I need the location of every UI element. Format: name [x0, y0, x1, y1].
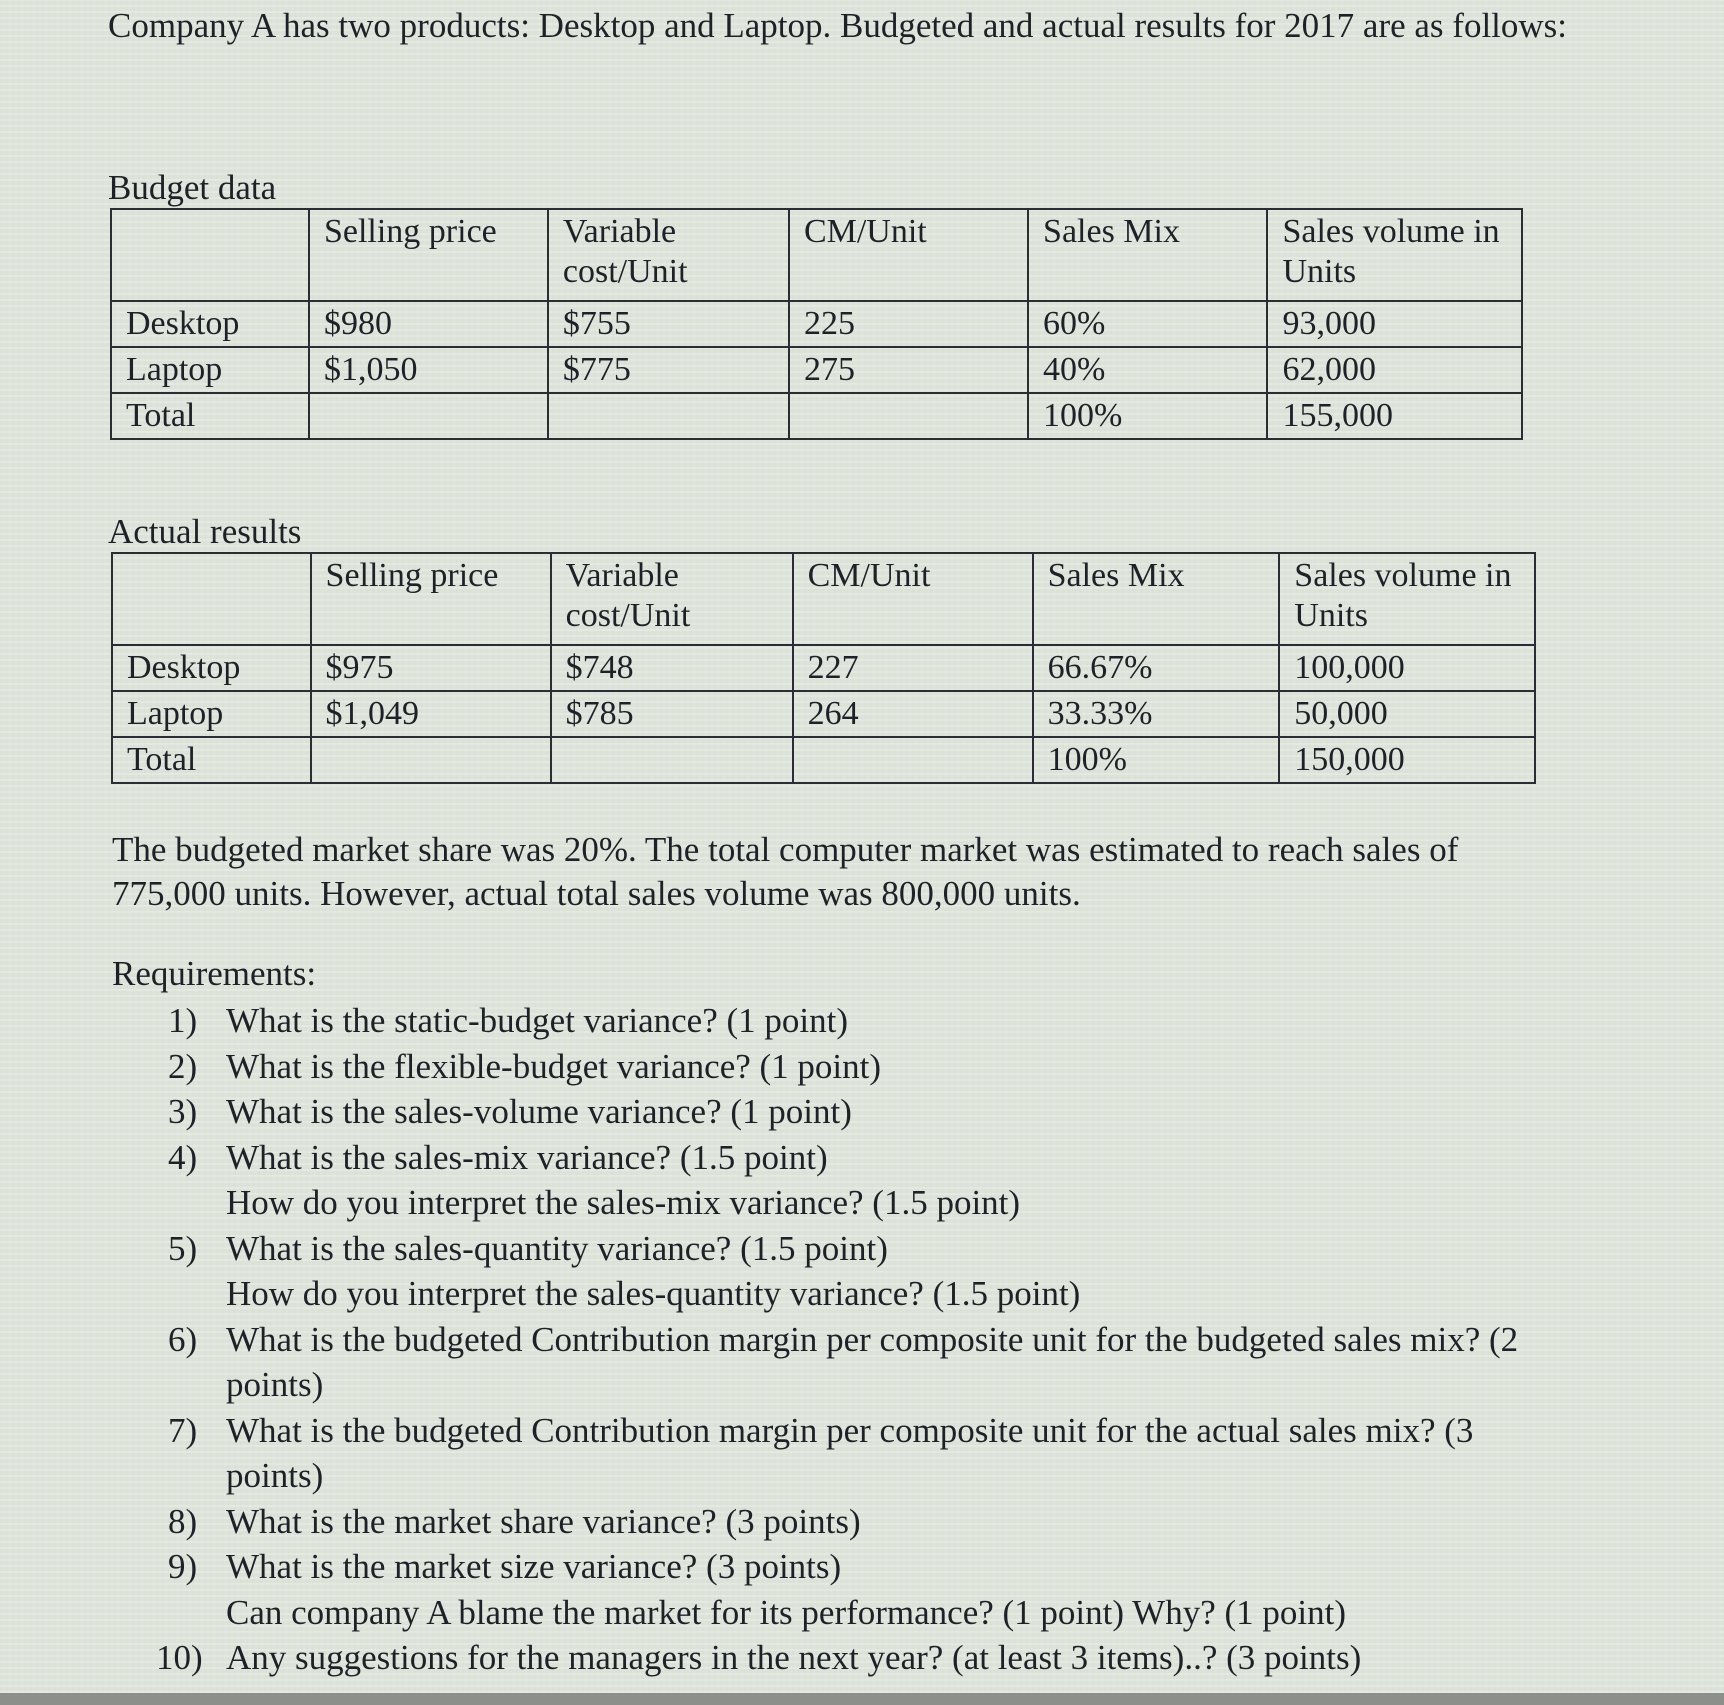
table-cell: Total — [111, 393, 309, 439]
item-number: 9) — [168, 1547, 198, 1586]
table-cell: Laptop — [111, 347, 309, 393]
table-cell: 100,000 — [1279, 645, 1535, 691]
requirement-item — [168, 1226, 1568, 1317]
requirement-item — [156, 1635, 1568, 1681]
table-row — [111, 301, 1522, 347]
table-cell: 93,000 — [1267, 301, 1522, 347]
column-header — [112, 553, 311, 645]
table-cell: $755 — [548, 301, 789, 347]
column-header: Variable cost/Unit — [548, 209, 789, 301]
table-cell — [793, 737, 1033, 783]
table-cell — [311, 737, 551, 783]
requirements-list — [156, 998, 1568, 1681]
budget-title: Budget data — [108, 168, 277, 207]
table-cell: 100% — [1028, 393, 1267, 439]
table-cell: Laptop — [112, 691, 311, 737]
actual-title: Actual results — [108, 512, 302, 551]
requirement-item — [168, 1089, 1568, 1135]
column-header: Sales volume in Units — [1267, 209, 1522, 301]
column-header: CM/Unit — [793, 553, 1033, 645]
item-text: What is the static-budget variance? (1 point) — [226, 1001, 848, 1040]
item-number: 10) — [156, 1638, 203, 1677]
item-text: Any suggestions for the managers in the next year? (at least 3 items)..? (3 points) — [226, 1638, 1362, 1677]
requirements-title: Requirements: — [112, 954, 317, 993]
intro-text: Company A has two products: Desktop and Laptop. Budgeted and actual results for 2017 are as follows: — [108, 6, 1568, 45]
table-cell: 33.33% — [1033, 691, 1280, 737]
table-cell: $748 — [551, 645, 793, 691]
table-cell: Desktop — [112, 645, 311, 691]
item-text: What is the budgeted Contribution margin per composite unit for the actual sales mix? (3 points) — [226, 1410, 1474, 1495]
requirement-item — [168, 1317, 1568, 1408]
table-row — [111, 347, 1522, 393]
table-cell — [309, 393, 548, 439]
requirement-item — [168, 1499, 1568, 1545]
item-number: 7) — [168, 1410, 198, 1450]
requirement-item — [168, 1408, 1568, 1499]
item-text: What is the sales-mix variance? (1.5 point) — [226, 1137, 828, 1177]
column-header: Variable cost/Unit — [551, 553, 793, 645]
item-text: What is the sales-volume variance? (1 point) — [226, 1092, 852, 1131]
table-cell — [789, 393, 1028, 439]
table-cell: 66.67% — [1033, 645, 1280, 691]
item-text: What is the flexible-budget variance? (1 point) — [226, 1046, 882, 1086]
item-subquestion: Can company A blame the market for its performance? (1 point) Why? (1 point) — [226, 1592, 1346, 1632]
item-text: What is the market size variance? (3 points) — [226, 1547, 842, 1586]
item-subquestion: How do you interpret the sales-quantity variance? (1.5 point) — [226, 1274, 1081, 1313]
table-cell: 60% — [1028, 301, 1267, 347]
table-cell: 264 — [793, 691, 1033, 737]
table-cell: $1,050 — [309, 347, 548, 393]
table-cell: 62,000 — [1267, 347, 1522, 393]
table-cell: 275 — [789, 347, 1028, 393]
table-cell: $785 — [551, 691, 793, 737]
table-cell: 225 — [789, 301, 1028, 347]
table-row — [112, 691, 1535, 737]
requirement-item — [168, 1044, 1568, 1090]
table-cell — [548, 393, 789, 439]
table-cell: $775 — [548, 347, 789, 393]
column-header: Sales Mix — [1033, 553, 1280, 645]
requirement-item — [168, 998, 1568, 1044]
table-cell: 40% — [1028, 347, 1267, 393]
item-number: 5) — [168, 1228, 198, 1268]
table-cell: 50,000 — [1279, 691, 1535, 737]
item-text: What is the market share variance? (3 points) — [226, 1501, 861, 1541]
item-subquestion: How do you interpret the sales-mix variance? (1.5 point) — [226, 1183, 1021, 1222]
column-header: CM/Unit — [789, 209, 1028, 301]
table-row — [112, 645, 1535, 691]
table-cell: Total — [112, 737, 311, 783]
requirement-item — [168, 1135, 1568, 1226]
actual-table — [111, 552, 1536, 784]
column-header: Selling price — [311, 553, 551, 645]
item-number: 4) — [168, 1137, 198, 1177]
item-number: 1) — [168, 1001, 198, 1040]
item-number: 3) — [168, 1092, 198, 1131]
screen-bezel — [0, 1693, 1724, 1705]
column-header: Selling price — [309, 209, 548, 301]
table-cell: Desktop — [111, 301, 309, 347]
table-cell: 227 — [793, 645, 1033, 691]
table-cell: $975 — [311, 645, 551, 691]
table-cell: $980 — [309, 301, 548, 347]
header-row — [112, 553, 1535, 645]
table-cell: 150,000 — [1279, 737, 1535, 783]
column-header: Sales volume in Units — [1279, 553, 1535, 645]
item-number: 6) — [168, 1319, 198, 1359]
column-header — [111, 209, 309, 301]
requirement-item — [168, 1544, 1568, 1635]
item-number: 2) — [168, 1046, 198, 1086]
budget-table — [110, 208, 1523, 440]
table-cell: 155,000 — [1267, 393, 1522, 439]
item-text: What is the budgeted Contribution margin per composite unit for the budgeted sales mix? (2 points) — [226, 1319, 1519, 1404]
table-row — [112, 737, 1535, 783]
table-cell — [551, 737, 793, 783]
market-text: The budgeted market share was 20%. The total computer market was estimated to reach sales of 775,000 units. However, actual total sales volume was 800,000 units. — [112, 830, 1459, 913]
item-number: 8) — [168, 1501, 198, 1541]
table-cell: $1,049 — [311, 691, 551, 737]
table-row — [111, 393, 1522, 439]
item-text: What is the sales-quantity variance? (1.5 point) — [226, 1228, 888, 1268]
header-row — [111, 209, 1522, 301]
table-cell: 100% — [1033, 737, 1280, 783]
column-header: Sales Mix — [1028, 209, 1267, 301]
